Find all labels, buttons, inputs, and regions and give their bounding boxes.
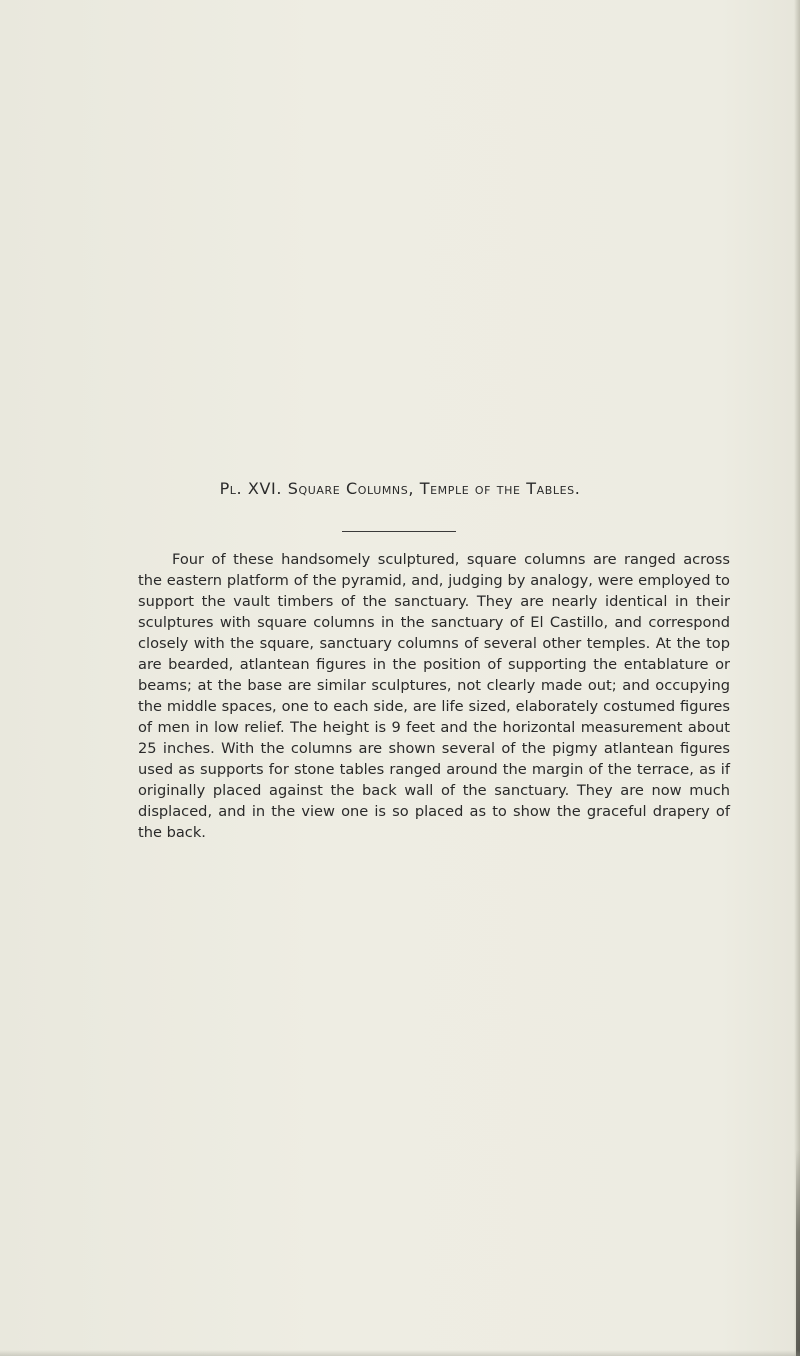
plate-description-paragraph: Four of these handsomely sculptured, square columns are ranged across the eastern platform of the pyramid, and, judging by analogy, were employed to support the vault timbers of the sanctuary. They are nearly identical in their sculptures with square columns in the sanctuary of El Castillo, and correspond closely with the square, sanctuary columns of several other temples. At the top are bearded, atlantean figures in the position of supporting the entablature or beams; at the base are similar sculptures, not clearly made out; and occupying the middle spaces, one to each side, are life sized, elaborately costumed figures of men in low relief. The height is 9 feet and the horizontal measurement about 25 inches. With the columns are shown several of the pigmy atlantean figures used as supports for stone tables ranged around the margin of the terrace, as if originally placed against the back wall of the sanctuary. They are now much displaced, and in the view one is so placed as to show the graceful drapery of the back.	[138, 551, 730, 841]
page-bottom-shadow	[0, 1350, 800, 1356]
plate-title: Pl. XVI. Square Columns, Temple of the Tables.	[219, 479, 581, 498]
title-divider	[342, 531, 456, 532]
page-edge-binding	[796, 1150, 800, 1356]
